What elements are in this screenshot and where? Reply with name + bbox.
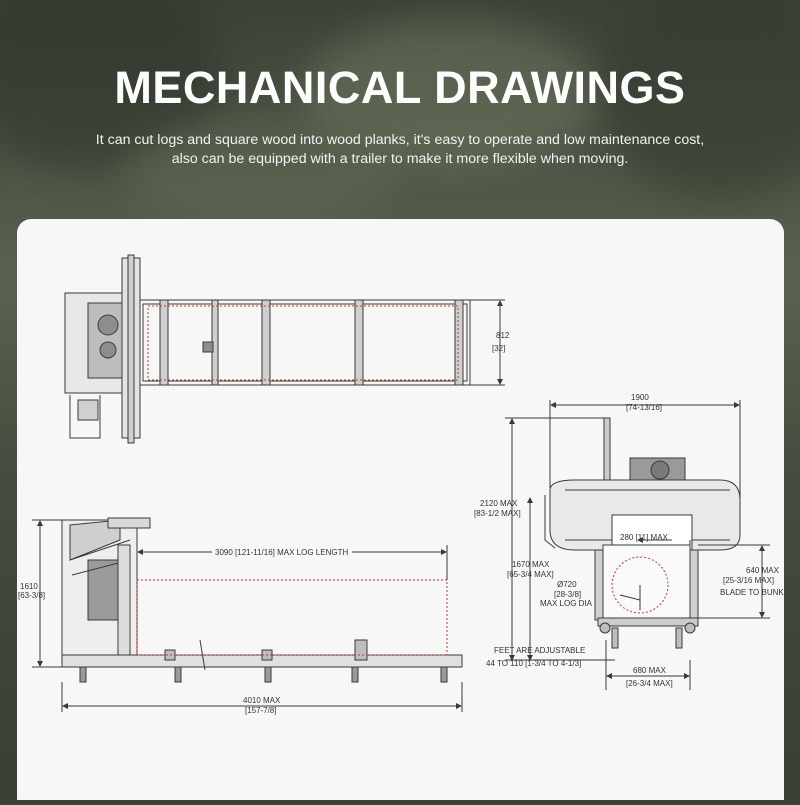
throat-opening bbox=[603, 545, 690, 625]
total-length-dim: 4010 MAX bbox=[243, 696, 281, 705]
feet-range-label: 44 TO 110 [1-3/4 TO 4-1/3] bbox=[486, 659, 582, 668]
description-line-1: It can cut logs and square wood into wood planks, it's easy to operate and low maintenance cost, bbox=[95, 132, 705, 148]
drawing-panel bbox=[17, 219, 784, 800]
mechanical-drawing bbox=[17, 219, 784, 800]
log-dia-dim: Ø720 bbox=[557, 580, 577, 589]
description-line-2: also can be equipped with a trailer to make it more flexible when moving. bbox=[171, 151, 629, 167]
max-height-dim-inches: [83-1/2 MAX] bbox=[474, 509, 521, 518]
max-log-outline-top bbox=[148, 306, 458, 380]
mast-post bbox=[604, 418, 610, 483]
header-section bbox=[0, 0, 800, 220]
feet-adjustable-label: FEET ARE ADJUSTABLE bbox=[494, 646, 586, 655]
top-width-dim-inches: [32] bbox=[492, 344, 506, 353]
side-height-dim-inches: [63-3/8] bbox=[18, 591, 46, 600]
total-length-dim-inches: [157-7/8] bbox=[245, 706, 277, 715]
mid-height-dim: 1670 MAX bbox=[512, 560, 550, 569]
top-width-dim: 812 bbox=[496, 331, 510, 340]
max-log-outline-side bbox=[137, 580, 447, 655]
page-description bbox=[40, 131, 760, 169]
log-dia-dim-inches: [28-3/8] bbox=[554, 590, 582, 599]
blade-dim-inches: [25-3/16 MAX] bbox=[723, 576, 775, 585]
base-dim-inches: [26-3/4 MAX] bbox=[626, 679, 673, 688]
mid-height-dim-inches: [65-3/4 MAX] bbox=[507, 570, 554, 579]
log-dia-label: MAX LOG DIA bbox=[540, 599, 593, 608]
max-log-length-label: 3090 [121-11/16] MAX LOG LENGTH bbox=[215, 548, 349, 557]
throat-dim: 280 [11] MAX bbox=[620, 533, 668, 542]
track-frame-top bbox=[140, 300, 470, 385]
blade-to-bunk-label: BLADE TO BUNK bbox=[720, 588, 784, 597]
side-height-dim: 1610 bbox=[20, 582, 38, 591]
max-height-dim: 2120 MAX bbox=[480, 499, 518, 508]
top-view bbox=[65, 255, 505, 443]
base-dim: 680 MAX bbox=[633, 666, 666, 675]
end-width-dim: 1900 bbox=[631, 393, 649, 402]
page-title: MECHANICAL DRAWINGS bbox=[114, 62, 686, 113]
bunk bbox=[598, 618, 698, 626]
end-width-dim-inches: [74-13/16] bbox=[626, 403, 663, 412]
engine-side bbox=[88, 560, 118, 620]
blade-dim: 640 MAX bbox=[746, 566, 779, 575]
